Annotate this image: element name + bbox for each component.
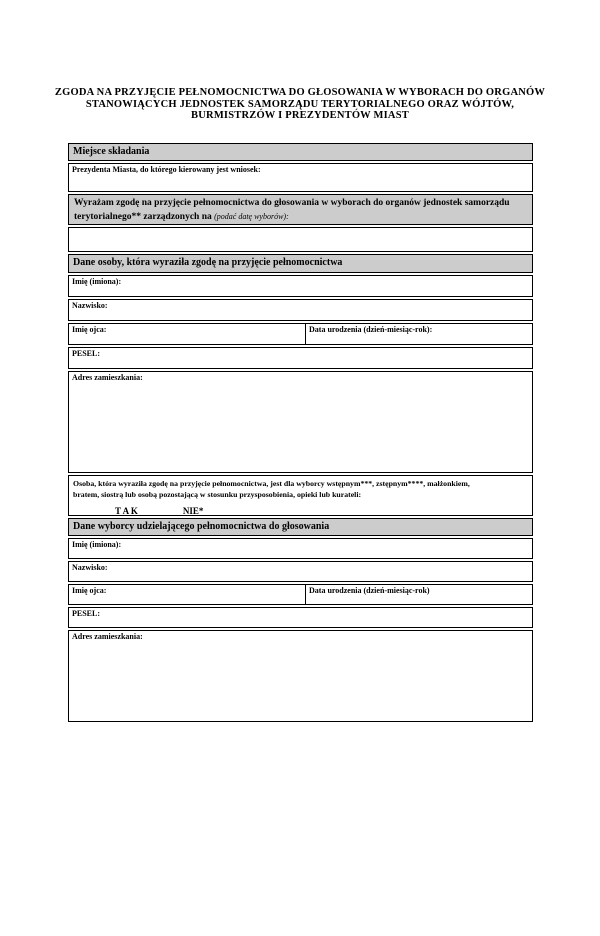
consenting-surname-field[interactable] xyxy=(68,299,533,321)
proxy-consent-form xyxy=(68,143,533,722)
voter-father-name-field[interactable] xyxy=(69,585,306,604)
consenting-first-name-label: Imię (imiona): xyxy=(72,277,122,287)
section-header-miejsce-skladania: Miejsce składania xyxy=(68,143,533,161)
section-header-voter: Dane wyborcy udzielającego pełnomocnictwa do głosowania xyxy=(68,518,533,536)
consenting-address-label: Adres zamieszkania: xyxy=(72,373,143,383)
addressee-field[interactable] xyxy=(68,163,533,192)
consenting-father-birthdate-row xyxy=(68,323,533,345)
voter-birth-date-label: Data urodzenia (dzień-miesiąc-rok) xyxy=(309,586,430,596)
document-title-line-1: ZGODA NA PRZYJĘCIE PEŁNOMOCNICTWA DO GŁOSOWANIA W WYBORACH DO ORGANÓW xyxy=(54,87,546,98)
voter-birth-date-field[interactable] xyxy=(306,585,532,604)
voter-first-name-field[interactable] xyxy=(68,538,533,559)
voter-pesel-label: PESEL: xyxy=(72,609,101,619)
document-title xyxy=(0,87,600,122)
voter-address-field[interactable] xyxy=(68,630,533,722)
document-title-line-3: BURMISTRZÓW I PREZYDENTÓW MIAST xyxy=(191,110,409,122)
consenting-father-name-field[interactable] xyxy=(69,324,306,344)
consenting-surname-label: Nazwisko: xyxy=(72,301,108,311)
relationship-options xyxy=(69,500,532,516)
voter-surname-field[interactable] xyxy=(68,561,533,582)
document-title-line-2: STANOWIĄCYCH JEDNOSTEK SAMORZĄDU TERYTORIALNEGO ORAZ WÓJTÓW, xyxy=(85,98,515,110)
section-header-consenting-person: Dane osoby, która wyraziła zgodę na przyjęcie pełnomocnictwa xyxy=(68,254,533,273)
voter-surname-label: Nazwisko: xyxy=(72,563,108,573)
relationship-option-no[interactable]: NIE* xyxy=(182,506,204,517)
consenting-birth-date-label: Data urodzenia (dzień-miesiąc-rok): xyxy=(309,325,433,335)
voter-father-birthdate-row xyxy=(68,584,533,605)
election-date-field[interactable] xyxy=(68,227,533,252)
relationship-question-line-2: bratem, siostrą lub osobą pozostającą w stosunku przysposobienia, opieki lub kurateli: xyxy=(73,490,362,500)
document-page xyxy=(0,87,600,936)
voter-pesel-field[interactable] xyxy=(68,607,533,628)
consent-statement-text: Wyrażam zgodę na przyjęcie pełnomocnictwa do głosowania w wyborach do organów jednostek samorządu terytorialnego** zarządzonych na xyxy=(74,198,510,223)
relationship-question-line-1: Osoba, która wyraziła zgodę na przyjęcie pełnomocnictwa, jest dla wyborcy wstępnym***, zstępnym****, małżonkiem, xyxy=(73,479,470,489)
consenting-address-field[interactable] xyxy=(68,371,533,473)
consenting-father-name-label: Imię ojca: xyxy=(72,325,107,335)
consenting-pesel-label: PESEL: xyxy=(72,349,101,359)
voter-father-name-label: Imię ojca: xyxy=(72,586,107,596)
addressee-label: Prezydenta Miasta, do którego kierowany jest wniosek: xyxy=(72,165,261,175)
relationship-option-yes[interactable]: T A K xyxy=(115,506,138,517)
consenting-birth-date-field[interactable] xyxy=(306,324,532,344)
consenting-pesel-field[interactable] xyxy=(68,347,533,369)
relationship-question xyxy=(68,475,533,516)
voter-address-label: Adres zamieszkania: xyxy=(72,632,143,642)
voter-first-name-label: Imię (imiona): xyxy=(72,540,122,550)
consent-statement-hint: (podać datę wyborów): xyxy=(214,212,289,222)
consent-statement xyxy=(68,194,533,225)
consenting-first-name-field[interactable] xyxy=(68,275,533,297)
